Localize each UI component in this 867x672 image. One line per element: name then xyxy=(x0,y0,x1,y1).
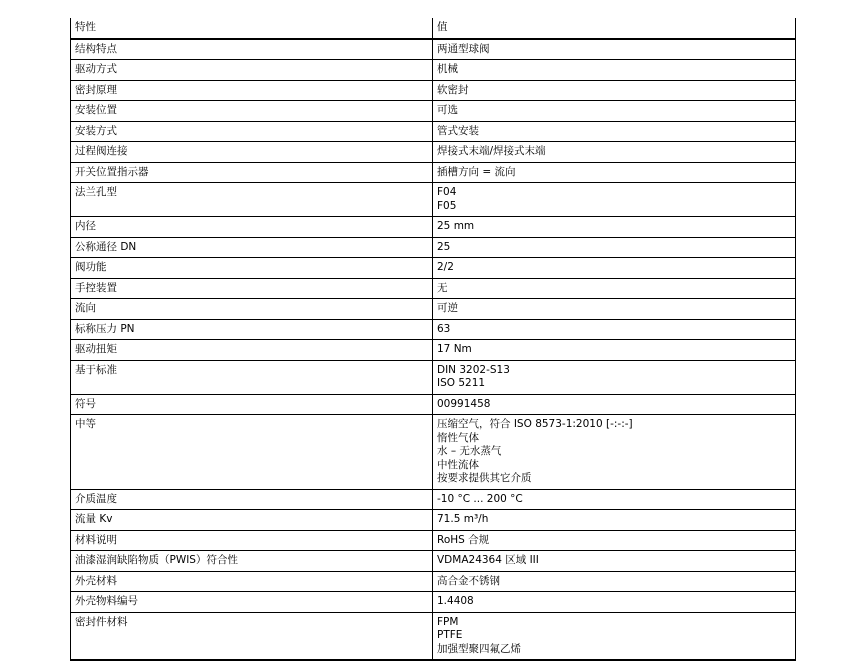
property-value-line: 水 – 无水蒸气 xyxy=(437,445,502,457)
property-value-cell xyxy=(433,121,796,142)
table-row xyxy=(71,80,796,101)
property-name-cell: 阀功能 xyxy=(71,258,433,279)
property-name-cell: 密封件材料 xyxy=(71,612,433,660)
property-value-line: 两通型球阀 xyxy=(437,42,490,55)
table-row xyxy=(71,415,796,490)
property-value-cell xyxy=(433,60,796,81)
property-value-cell xyxy=(433,237,796,258)
table-row xyxy=(71,142,796,163)
property-name-cell: 外壳材料 xyxy=(71,571,433,592)
table-row xyxy=(71,571,796,592)
property-value-line: 插槽方向 = 流向 xyxy=(437,165,516,178)
table-header-row xyxy=(71,18,796,39)
property-name-cell: 内径 xyxy=(71,217,433,238)
property-name-cell: 安装位置 xyxy=(71,101,433,122)
table-row xyxy=(71,278,796,299)
property-value-line: 2/2 xyxy=(437,261,454,273)
property-value-line: 按要求提供其它介质 xyxy=(437,472,532,484)
property-value-line: F05 xyxy=(437,199,457,212)
header-value-cell: 值 xyxy=(433,18,796,39)
table-row xyxy=(71,551,796,572)
table-row xyxy=(71,489,796,510)
property-name-cell: 外壳物料编号 xyxy=(71,592,433,613)
property-value-line: 25 xyxy=(437,240,451,253)
table-row xyxy=(71,612,796,660)
property-value-cell xyxy=(433,80,796,101)
table-row xyxy=(71,394,796,415)
table-row xyxy=(71,101,796,122)
spec-sheet xyxy=(70,18,795,661)
property-name-cell: 符号 xyxy=(71,394,433,415)
property-value-line: 可选 xyxy=(437,104,458,116)
table-row xyxy=(71,217,796,238)
property-name-cell: 安装方式 xyxy=(71,121,433,142)
property-value-line: -10 °C ... 200 °C xyxy=(437,492,523,505)
table-row xyxy=(71,530,796,551)
property-name-cell: 法兰孔型 xyxy=(71,183,433,217)
property-value-cell xyxy=(433,258,796,279)
property-value-line: 管式安装 xyxy=(437,124,479,137)
property-value-cell xyxy=(433,612,796,660)
spec-table-body xyxy=(71,18,796,660)
property-value-line: 71.5 m³/h xyxy=(437,513,489,525)
property-name-cell: 流量 Kv xyxy=(71,510,433,531)
property-value-line: 00991458 xyxy=(437,397,491,410)
property-value-line: 1.4408 xyxy=(437,595,474,607)
property-name-cell: 流向 xyxy=(71,299,433,320)
property-value-cell xyxy=(433,551,796,572)
property-name-cell: 密封原理 xyxy=(71,80,433,101)
property-value-line: 无 xyxy=(437,281,448,294)
property-value-line: 中性流体 xyxy=(437,458,479,471)
property-name-cell: 油漆湿润缺陷物质（PWIS）符合性 xyxy=(71,551,433,572)
property-value-line: 加强型聚四氟乙烯 xyxy=(437,642,521,655)
property-value-cell xyxy=(433,360,796,394)
table-row xyxy=(71,121,796,142)
table-row xyxy=(71,237,796,258)
property-value-cell xyxy=(433,217,796,238)
property-value-line: PTFE xyxy=(437,629,463,641)
property-name-cell: 介质温度 xyxy=(71,489,433,510)
property-value-line: DIN 3202-S13 xyxy=(437,363,510,376)
property-value-cell xyxy=(433,592,796,613)
property-value-cell xyxy=(433,340,796,361)
property-name-cell: 标称压力 PN xyxy=(71,319,433,340)
property-value-cell xyxy=(433,278,796,299)
property-value-line: 软密封 xyxy=(437,83,469,96)
table-row xyxy=(71,60,796,81)
property-value-line: 25 mm xyxy=(437,220,475,232)
table-row xyxy=(71,183,796,217)
table-row xyxy=(71,340,796,361)
property-value-cell xyxy=(433,39,796,60)
property-value-line: RoHS 合规 xyxy=(437,533,490,546)
property-value-line: 17 Nm xyxy=(437,343,472,355)
property-value-cell xyxy=(433,571,796,592)
table-row xyxy=(71,39,796,60)
property-name-cell: 开关位置指示器 xyxy=(71,162,433,183)
property-value-cell xyxy=(433,530,796,551)
property-name-cell: 过程阀连接 xyxy=(71,142,433,163)
property-value-line: 机械 xyxy=(437,63,458,75)
property-value-line: F04 xyxy=(437,186,457,198)
property-value-cell xyxy=(433,510,796,531)
property-value-line: FPM xyxy=(437,615,459,628)
property-name-cell: 结构特点 xyxy=(71,39,433,60)
property-value-cell xyxy=(433,319,796,340)
table-row xyxy=(71,162,796,183)
property-value-line: ISO 5211 xyxy=(437,377,486,389)
table-row xyxy=(71,360,796,394)
property-value-cell xyxy=(433,101,796,122)
property-value-cell xyxy=(433,183,796,217)
property-value-line: VDMA24364 区域 III xyxy=(437,554,539,566)
property-name-cell: 驱动方式 xyxy=(71,60,433,81)
property-value-line: 惰性气体 xyxy=(437,431,479,444)
table-row xyxy=(71,510,796,531)
property-value-line: 焊接式末端/焊接式末端 xyxy=(437,145,546,157)
property-value-line: 压缩空气，符合 ISO 8573-1:2010 [-:-:-] xyxy=(437,418,633,430)
property-value-line: 可逆 xyxy=(437,302,458,314)
property-value-cell xyxy=(433,415,796,490)
property-name-cell: 基于标准 xyxy=(71,360,433,394)
property-value-line: 63 xyxy=(437,322,451,335)
property-value-cell xyxy=(433,299,796,320)
property-name-cell: 材料说明 xyxy=(71,530,433,551)
property-name-cell: 手控装置 xyxy=(71,278,433,299)
property-name-cell: 驱动扭矩 xyxy=(71,340,433,361)
property-value-line: 高合金不锈钢 xyxy=(437,574,500,587)
table-row xyxy=(71,299,796,320)
property-value-cell xyxy=(433,489,796,510)
property-value-cell xyxy=(433,142,796,163)
table-row xyxy=(71,319,796,340)
property-value-cell xyxy=(433,394,796,415)
property-name-cell: 中等 xyxy=(71,415,433,490)
property-value-cell xyxy=(433,162,796,183)
property-name-cell: 公称通径 DN xyxy=(71,237,433,258)
table-row xyxy=(71,258,796,279)
header-key-cell: 特性 xyxy=(71,18,433,39)
spec-table xyxy=(70,18,796,661)
table-row xyxy=(71,592,796,613)
